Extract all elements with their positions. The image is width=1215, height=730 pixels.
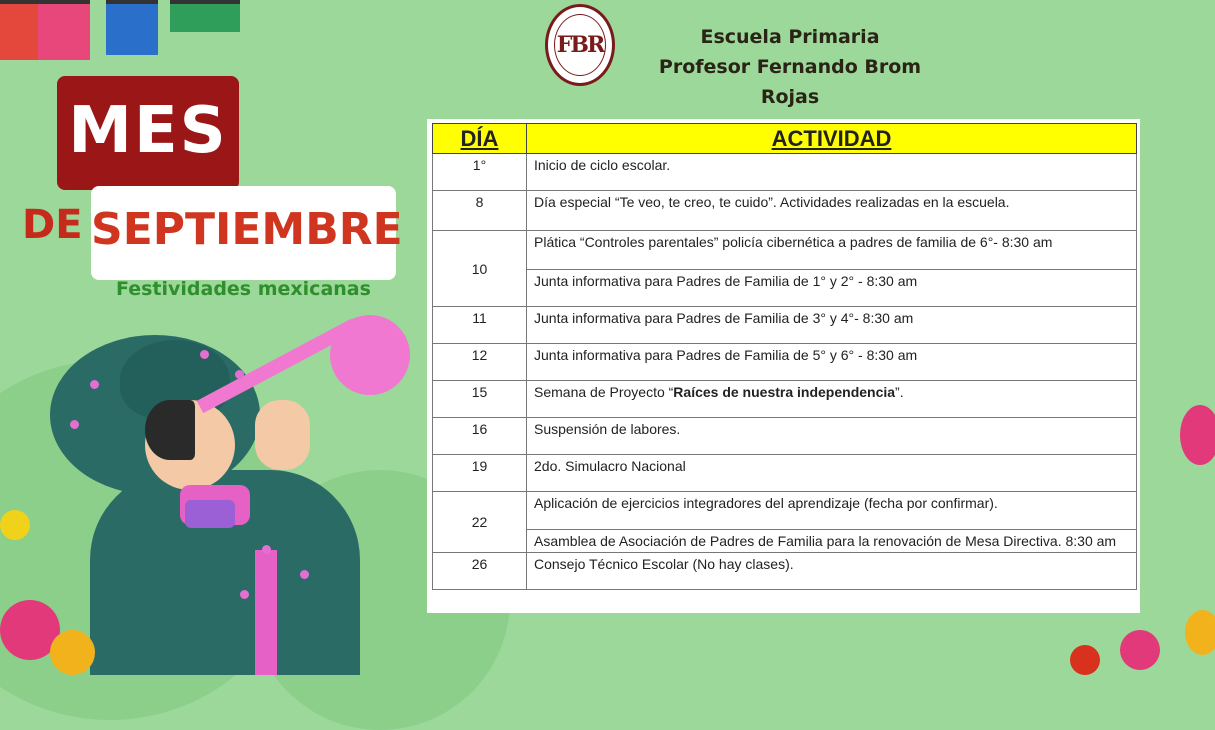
flower-icon: [1120, 630, 1160, 670]
mes-text: MES: [68, 94, 228, 168]
papel-picado-flag: [38, 0, 90, 60]
activity-cell: 2do. Simulacro Nacional: [527, 455, 1137, 492]
table-row: [433, 191, 1137, 231]
festividades-subtitle: Festividades mexicanas: [116, 278, 371, 300]
activity-text-pre: Semana de Proyecto “: [534, 384, 674, 400]
mariachi-bow: [185, 500, 235, 528]
coat-dot: [240, 590, 249, 599]
septiembre-text: SEPTIEMBRE: [91, 204, 403, 255]
activity-cell: Junta informativa para Padres de Familia de 3° y 4°- 8:30 am: [527, 307, 1137, 344]
activity-cell: Suspensión de labores.: [527, 418, 1137, 455]
activities-table: [432, 123, 1137, 590]
septiembre-banner: [91, 186, 403, 280]
flower-icon: [1185, 610, 1215, 655]
header-actividad: ACTIVIDAD: [527, 124, 1137, 154]
table-row: [433, 418, 1137, 455]
mariachi-sash: [255, 550, 277, 675]
activity-text-bold: Raíces de nuestra independencia: [673, 384, 896, 400]
table-row: [433, 231, 1137, 270]
table-row: [433, 553, 1137, 590]
table-row: [433, 492, 1137, 530]
mariachi-hair: [145, 400, 195, 460]
activity-cell: [527, 381, 1137, 418]
school-logo: [545, 4, 615, 86]
table-row: [433, 455, 1137, 492]
activity-cell: Plática “Controles parentales” policía cibernética a padres de familia de 6°- 8:30 am: [527, 231, 1137, 270]
table-header-row: [433, 124, 1137, 154]
day-cell: 22: [433, 492, 527, 553]
table-row: [433, 154, 1137, 191]
activity-text-post: ”.: [895, 384, 904, 400]
day-cell: 10: [433, 231, 527, 307]
school-title-line1: Escuela Primaria: [700, 26, 880, 48]
day-cell: 16: [433, 418, 527, 455]
flower-icon: [50, 630, 95, 675]
hat-dot: [70, 420, 79, 429]
table-row: [433, 381, 1137, 418]
hat-dot: [200, 350, 209, 359]
flower-icon: [1180, 405, 1215, 465]
coat-dot: [300, 570, 309, 579]
activity-cell: Inicio de ciclo escolar.: [527, 154, 1137, 191]
activity-cell: Asamblea de Asociación de Padres de Familia para la renovación de Mesa Directiva. 8:30 am: [527, 530, 1137, 553]
day-cell: 1°: [433, 154, 527, 191]
table-row: [433, 307, 1137, 344]
header-dia: DÍA: [433, 124, 527, 154]
day-cell: 11: [433, 307, 527, 344]
de-text: DE: [22, 202, 83, 248]
logo-monogram: FBR: [556, 32, 604, 58]
school-title: [640, 22, 940, 112]
trumpet-bell: [330, 315, 410, 395]
school-title-line2: Profesor Fernando Brom Rojas: [658, 56, 922, 108]
day-cell: 8: [433, 191, 527, 231]
papel-picado-flag: [170, 0, 240, 32]
mariachi-hand: [255, 400, 310, 470]
table-row: [433, 530, 1137, 553]
papel-picado-flag: [106, 0, 158, 55]
hat-dot: [235, 370, 244, 379]
day-cell: 12: [433, 344, 527, 381]
table-row: [433, 270, 1137, 307]
flower-icon: [0, 510, 30, 540]
day-cell: 15: [433, 381, 527, 418]
table-row: [433, 344, 1137, 381]
activity-cell: Aplicación de ejercicios integradores del aprendizaje (fecha por confirmar).: [527, 492, 1137, 530]
flower-icon: [1070, 645, 1100, 675]
activity-cell: Día especial “Te veo, te creo, te cuido”. Actividades realizadas en la escuela.: [527, 191, 1137, 231]
mes-banner: [57, 76, 239, 190]
activity-cell: Consejo Técnico Escolar (No hay clases).: [527, 553, 1137, 590]
day-cell: 19: [433, 455, 527, 492]
day-cell: 26: [433, 553, 527, 590]
activity-cell: Junta informativa para Padres de Familia de 1° y 2° - 8:30 am: [527, 270, 1137, 307]
hat-dot: [90, 380, 99, 389]
activities-table-container: [427, 119, 1140, 613]
activity-cell: Junta informativa para Padres de Familia de 5° y 6° - 8:30 am: [527, 344, 1137, 381]
coat-dot: [262, 545, 271, 554]
